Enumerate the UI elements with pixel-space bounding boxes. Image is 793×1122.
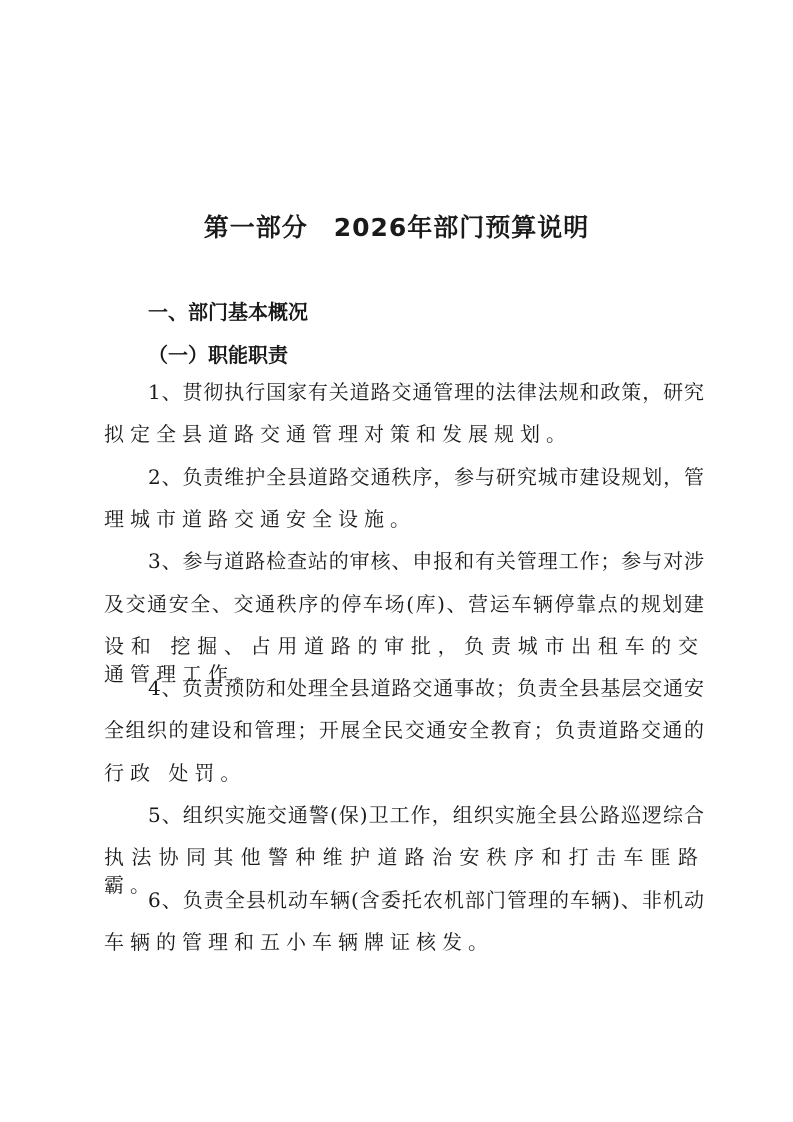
paragraph-line: 设和 挖掘、占用道路的审批，负责城市出租车的交通管理工作。 xyxy=(104,634,704,686)
paragraph-line: 3、参与道路检查站的审核、申报和有关管理工作；参与对涉 xyxy=(148,549,704,573)
paragraph-line: 行政 处罚。 xyxy=(104,761,247,785)
paragraph-line: 6、负责全县机动车辆(含委托农机部门管理的车辆)、非机动 xyxy=(148,888,704,912)
paragraph-line: 车辆的管理和五小车辆牌证核发。 xyxy=(104,930,494,954)
paragraph-line: 执法协同其他警种维护道路治安秩序和打击车匪路霸。 xyxy=(104,845,704,897)
paragraph-line: 及交通安全、交通秩序的停车场(库)、营运车辆停靠点的规划建 xyxy=(104,592,704,616)
paragraph-line: 1、贯彻执行国家有关道路交通管理的法律法规和政策，研究 xyxy=(148,380,704,404)
paragraph-line: 理城市道路交通安全设施。 xyxy=(104,507,416,531)
paragraph-line: 4、负责预防和处理全县道路交通事故；负责全县基层交通安 xyxy=(148,676,704,700)
paragraph-line: 拟定全县道路交通管理对策和发展规划。 xyxy=(104,422,572,446)
paragraph-line: 全组织的建设和管理；开展全民交通安全教育；负责道路交通的 xyxy=(104,718,704,742)
paragraph-line: 2、负责维护全县道路交通秩序，参与研究城市建设规划，管 xyxy=(148,465,704,489)
page-title: 第一部分 2026年部门预算说明 xyxy=(203,213,590,242)
paragraph-line: 5、组织实施交通警(保)卫工作，组织实施全县公路巡逻综合 xyxy=(148,803,704,827)
subsection-heading: （一）职能职责 xyxy=(148,343,288,367)
section-heading: 一、部门基本概况 xyxy=(148,300,308,324)
